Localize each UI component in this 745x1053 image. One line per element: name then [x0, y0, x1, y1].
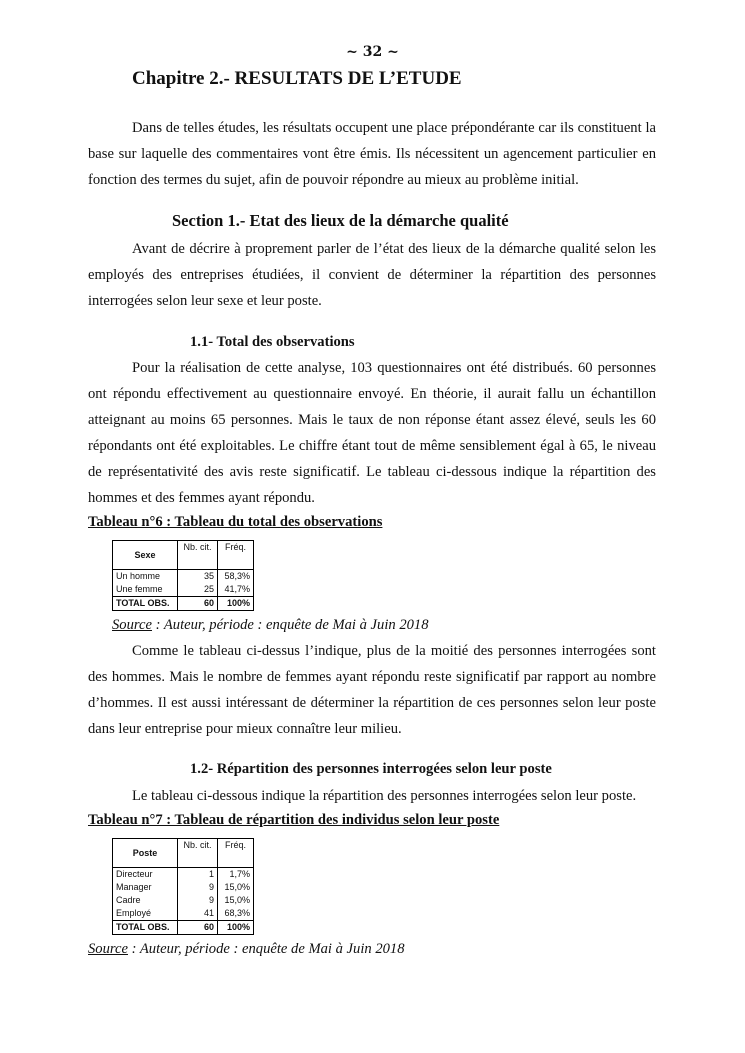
- subsection-2-text: Le tableau ci-dessous indique la répartition des personnes interrogées selon leur poste.: [132, 788, 637, 804]
- table-7-col-count: Nb. cit.: [178, 839, 218, 868]
- table-row: [113, 881, 254, 894]
- table-7: [112, 838, 254, 935]
- intro-paragraph: [88, 115, 656, 193]
- table-6-row-header: Sexe: [113, 541, 178, 570]
- table-cell-freq: 68,3%: [218, 907, 254, 921]
- table-cell-label: Manager: [113, 881, 178, 894]
- intro-text: Dans de telles études, les résultats occupent une place prépondérante car ils constituent la base sur laquelle des commentaires vont être émis. Ils nécessitent un agencement particulier en fonction des termes du sujet, afin de pouvoir répondre au mieux au problème initial.: [88, 120, 656, 188]
- table-cell-count: 9: [178, 881, 218, 894]
- table-cell-count: 35: [178, 570, 218, 584]
- table-cell-freq: 41,7%: [218, 583, 254, 597]
- table-7-col-freq: Fréq.: [218, 839, 254, 868]
- chapter-title: Chapitre 2.- RESULTATS DE L’ETUDE: [132, 68, 462, 89]
- table-6-source: [112, 617, 429, 634]
- subsection-1-title: 1.1- Total des observations: [190, 334, 355, 350]
- table-cell-freq: 15,0%: [218, 894, 254, 907]
- table-6-col-freq: Fréq.: [218, 541, 254, 570]
- table-6-caption: Tableau n°6 : Tableau du total des observations: [88, 514, 383, 530]
- section-paragraph: [88, 236, 656, 314]
- table-cell-label: TOTAL OBS.: [113, 921, 178, 935]
- table-cell-label: Un homme: [113, 570, 178, 584]
- table-6: [112, 540, 254, 611]
- table-cell-count: 25: [178, 583, 218, 597]
- source-label: Source: [88, 941, 128, 957]
- comment-paragraph: [88, 638, 656, 742]
- table-7-row-header: Poste: [113, 839, 178, 868]
- table-7-caption: Tableau n°7 : Tableau de répartition des individus selon leur poste: [88, 812, 500, 828]
- table-cell-label: TOTAL OBS.: [113, 597, 178, 611]
- subsection-1-paragraph: [88, 355, 656, 511]
- subsection-1-text: Pour la réalisation de cette analyse, 103 questionnaires ont été distribués. 60 personnes ont répondu effectivement au questionnaire envoyé. En théorie, il aurait fallu un échantillon atteignant au moins 65 personnes. Mais le taux de non réponse étant assez élevé, seuls les 60 répondants ont été exploitables. Le chiffre étant tout de même sensiblement égal à 65, le niveau de représentativité des avis reste significatif. Le tableau ci-dessous indique la répartition des hommes et des femmes ayant répondu.: [88, 360, 656, 506]
- table-7-grid: [112, 838, 254, 935]
- table-cell-label: Directeur: [113, 868, 178, 882]
- table-total-row: [113, 921, 254, 935]
- subsection-2-paragraph: [88, 783, 656, 809]
- table-6-grid: [112, 540, 254, 611]
- table-row: [113, 570, 254, 584]
- table-row: [113, 894, 254, 907]
- comment-text: Comme le tableau ci-dessus l’indique, plus de la moitié des personnes interrogées sont des hommes. Mais le nombre de femmes ayant répondu reste significatif par rapport au nombre d’hommes. Il est aussi intéressant de déterminer la répartition de ces personnes selon leur poste dans leur entreprise pour mieux connaître leur milieu.: [88, 643, 656, 737]
- table-cell-count: 60: [178, 597, 218, 611]
- table-row: [113, 839, 254, 868]
- table-cell-count: 60: [178, 921, 218, 935]
- table-cell-freq: 58,3%: [218, 570, 254, 584]
- section-title: Section 1.- Etat des lieux de la démarche qualité: [172, 211, 509, 230]
- table-cell-freq: 1,7%: [218, 868, 254, 882]
- table-6-col-count: Nb. cit.: [178, 541, 218, 570]
- table-cell-label: Cadre: [113, 894, 178, 907]
- table-row: [113, 907, 254, 921]
- source-text: : Auteur, période : enquête de Mai à Juin 2018: [127, 941, 405, 957]
- section-text: Avant de décrire à proprement parler de l’état des lieux de la démarche qualité selon les employés des entreprises étudiées, il convient de déterminer la répartition des personnes interrogées selon leur sexe et leur poste.: [88, 241, 656, 309]
- page-number: ~ 32 ~: [346, 44, 399, 60]
- source-text: : Auteur, période : enquête de Mai à Juin 2018: [151, 617, 429, 633]
- table-cell-count: 1: [178, 868, 218, 882]
- table-cell-freq: 15,0%: [218, 881, 254, 894]
- table-total-row: [113, 597, 254, 611]
- table-cell-count: 41: [178, 907, 218, 921]
- table-cell-label: Une femme: [113, 583, 178, 597]
- table-row: [113, 868, 254, 882]
- subsection-2-title: 1.2- Répartition des personnes interrogées selon leur poste: [190, 761, 552, 777]
- table-7-source: [88, 941, 405, 958]
- table-cell-label: Employé: [113, 907, 178, 921]
- table-cell-freq: 100%: [218, 921, 254, 935]
- table-row: [113, 541, 254, 570]
- table-cell-freq: 100%: [218, 597, 254, 611]
- source-label: Source: [112, 617, 152, 633]
- table-row: [113, 583, 254, 597]
- table-cell-count: 9: [178, 894, 218, 907]
